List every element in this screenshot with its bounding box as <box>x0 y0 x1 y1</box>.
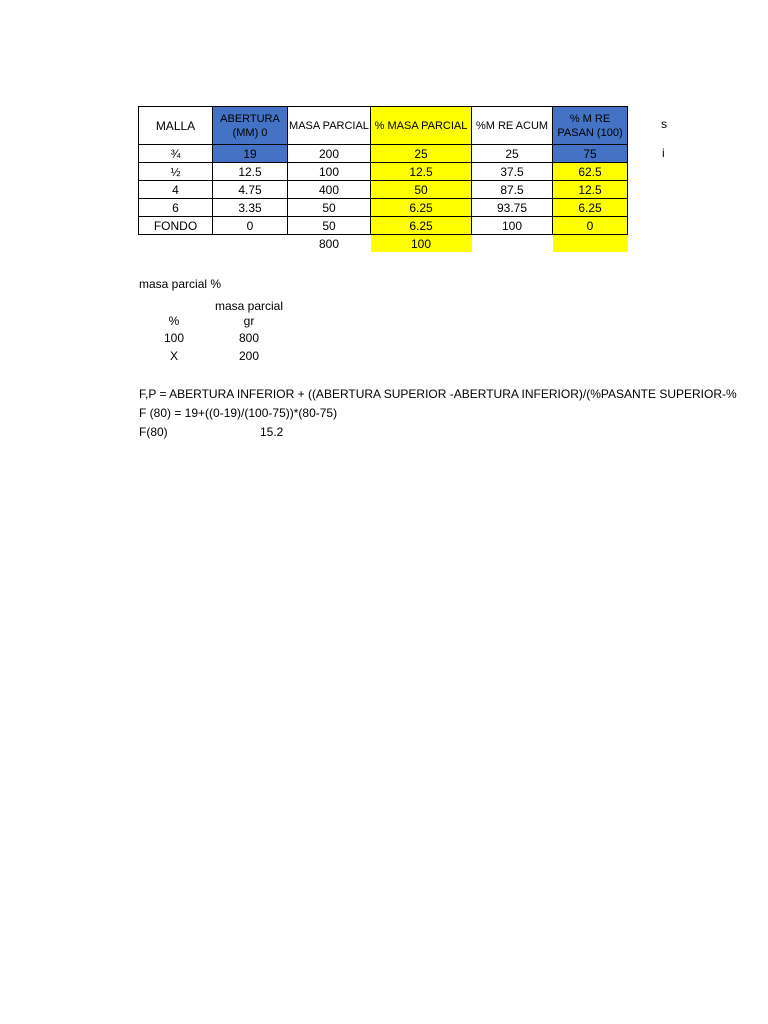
cell-malla[interactable]: FONDO <box>139 217 213 235</box>
pct-value-1[interactable]: 100 <box>163 331 185 345</box>
cell-abertura[interactable]: 12.5 <box>213 163 288 181</box>
side-letter-s[interactable]: s <box>661 117 667 131</box>
masa-header-line1[interactable]: masa parcial <box>214 299 284 313</box>
header-pct-pasan[interactable]: % M RE PASAN (100) <box>553 107 628 145</box>
cell-masa[interactable]: 100 <box>288 163 371 181</box>
cell-pct-masa[interactable]: 6.25 <box>371 199 472 217</box>
header-pct-masa-parcial[interactable]: % MASA PARCIAL <box>371 107 472 145</box>
cell-empty[interactable] <box>139 235 213 253</box>
cell-abertura[interactable]: 4.75 <box>213 181 288 199</box>
cell-masa[interactable]: 50 <box>288 217 371 235</box>
masa-value-2[interactable]: 200 <box>238 349 260 363</box>
cell-pasan[interactable]: 75 <box>553 145 628 163</box>
masa-header-line2[interactable]: gr <box>243 314 255 328</box>
cell-malla[interactable]: 4 <box>139 181 213 199</box>
cell-malla[interactable]: ½ <box>139 163 213 181</box>
table-row <box>139 217 628 235</box>
cell-pasan[interactable]: 62.5 <box>553 163 628 181</box>
cell-pct-masa[interactable]: 12.5 <box>371 163 472 181</box>
cell-masa[interactable]: 400 <box>288 181 371 199</box>
header-abertura[interactable]: ABERTURA (MM) 0 <box>213 107 288 145</box>
cell-malla[interactable]: 6 <box>139 199 213 217</box>
granulometry-table <box>138 106 628 252</box>
table-row <box>139 145 628 163</box>
cell-pct-masa[interactable]: 50 <box>371 181 472 199</box>
pct-header[interactable]: % <box>168 314 180 328</box>
result-value[interactable]: 15.2 <box>260 425 284 439</box>
header-masa-parcial[interactable]: MASA PARCIAL <box>288 107 371 145</box>
cell-pct-masa[interactable]: 6.25 <box>371 217 472 235</box>
result-label[interactable]: F(80) <box>139 425 168 439</box>
table-row <box>139 199 628 217</box>
cell-pasan[interactable]: 0 <box>553 217 628 235</box>
cell-total-masa[interactable]: 800 <box>318 236 340 251</box>
cell-empty[interactable] <box>213 235 288 253</box>
header-pct-ret-acum[interactable]: %M RE ACUM <box>472 107 553 145</box>
cell-empty[interactable] <box>472 235 553 253</box>
cell-malla[interactable]: ¾ <box>139 145 213 163</box>
side-letter-i[interactable]: i <box>662 146 665 160</box>
cell-masa[interactable]: 50 <box>288 199 371 217</box>
masa-value-1[interactable]: 800 <box>238 331 260 345</box>
table-row <box>139 181 628 199</box>
cell-masa[interactable]: 200 <box>288 145 371 163</box>
cell-acum[interactable]: 87.5 <box>472 181 553 199</box>
cell-acum[interactable]: 93.75 <box>472 199 553 217</box>
formula-general[interactable]: F,P = ABERTURA INFERIOR + ((ABERTURA SUPERIOR -ABERTURA INFERIOR)/(%PASANTE SUPERIOR-% <box>139 387 737 401</box>
cell-total-pct-masa[interactable]: 100 <box>371 235 472 253</box>
cell-acum[interactable]: 100 <box>472 217 553 235</box>
cell-abertura[interactable]: 19 <box>213 145 288 163</box>
cell-empty-highlight[interactable] <box>553 235 628 253</box>
header-malla[interactable]: MALLA <box>139 107 213 145</box>
formula-f80[interactable]: F (80) = 19+((0-19)/(100-75))*(80-75) <box>139 406 338 420</box>
table-totals-row <box>139 235 628 253</box>
masa-parcial-title[interactable]: masa parcial % <box>139 277 222 291</box>
pct-value-2[interactable]: X <box>169 349 178 363</box>
cell-acum[interactable]: 37.5 <box>472 163 553 181</box>
cell-pct-masa[interactable]: 25 <box>371 145 472 163</box>
table-header-row <box>139 107 628 145</box>
table-row <box>139 163 628 181</box>
cell-abertura[interactable]: 3.35 <box>213 199 288 217</box>
cell-pasan[interactable]: 6.25 <box>553 199 628 217</box>
cell-pasan[interactable]: 12.5 <box>553 181 628 199</box>
cell-abertura[interactable]: 0 <box>213 217 288 235</box>
cell-acum[interactable]: 25 <box>472 145 553 163</box>
